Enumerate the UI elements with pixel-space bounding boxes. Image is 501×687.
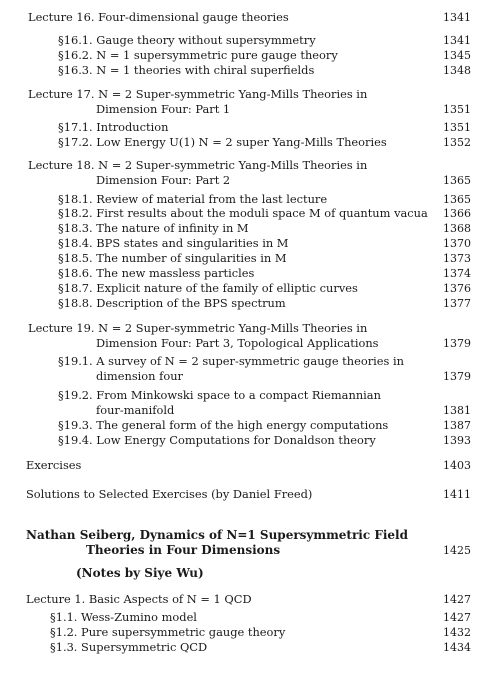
- section-entry: §19.3. The general form of the high energy computations: [58, 418, 389, 432]
- page-number: 1434: [443, 641, 471, 654]
- page-number: 1374: [443, 267, 471, 280]
- toc-row: [0, 206, 501, 221]
- section-entry: §16.1. Gauge theory without supersymmetry: [58, 33, 316, 47]
- toc-row: [0, 592, 501, 607]
- toc-row: [0, 354, 501, 369]
- top-entry: Solutions to Selected Exercises (by Daniel Freed): [26, 487, 313, 501]
- page-number: 1427: [443, 611, 471, 624]
- toc-row: [0, 625, 501, 640]
- page-number: 1393: [443, 434, 471, 447]
- toc-row: [0, 251, 501, 266]
- section-entry: §16.3. N = 1 theories with chiral superfields: [58, 63, 315, 77]
- toc-row: [0, 610, 501, 625]
- page-number: 1368: [443, 222, 471, 235]
- page-number: 1387: [443, 419, 471, 432]
- toc-row: [0, 566, 501, 581]
- section-entry: §18.2. First results about the moduli space M of quantum vacua: [58, 206, 428, 220]
- author-heading: Nathan Seiberg, Dynamics of N=1 Supersymmetric Field: [26, 528, 408, 542]
- page-number: 1370: [443, 237, 471, 250]
- section-entry: §18.7. Explicit nature of the family of elliptic curves: [58, 281, 358, 295]
- section-entry-cont: four-manifold: [96, 403, 175, 417]
- lecture-heading: Lecture 1. Basic Aspects of N = 1 QCD: [26, 592, 252, 606]
- page-number: 1348: [443, 64, 471, 77]
- section-entry: §17.2. Low Energy U(1) N = 2 super Yang-Mills Theories: [58, 135, 387, 149]
- toc-row: [0, 296, 501, 311]
- toc-row: [0, 102, 501, 117]
- lecture-heading: Lecture 16. Four-dimensional gauge theories: [28, 10, 289, 24]
- section-entry: §18.4. BPS states and singularities in M: [58, 236, 289, 250]
- page-number: 1381: [443, 404, 471, 417]
- section-entry: §19.4. Low Energy Computations for Donaldson theory: [58, 433, 376, 447]
- toc-row: [0, 640, 501, 655]
- page-number: 1366: [443, 207, 471, 220]
- page-number: 1365: [443, 174, 471, 187]
- section-entry: §19.1. A survey of N = 2 super-symmetric gauge theories in: [58, 354, 404, 368]
- page-number: 1377: [443, 297, 471, 310]
- page-number: 1379: [443, 370, 471, 383]
- section-entry: §19.2. From Minkowski space to a compact Riemannian: [58, 388, 381, 402]
- toc-row: [0, 487, 501, 502]
- toc-row: [0, 369, 501, 384]
- lecture-heading-cont: Dimension Four: Part 2: [96, 173, 231, 187]
- toc-row: [0, 281, 501, 296]
- lecture-heading: Lecture 19. N = 2 Super-symmetric Yang-Mills Theories in: [28, 321, 368, 335]
- section-entry: §17.1. Introduction: [58, 120, 169, 134]
- page-number: 1352: [443, 136, 471, 149]
- page-number: 1379: [443, 337, 471, 350]
- toc-row: [0, 266, 501, 281]
- page-number: 1341: [443, 11, 471, 24]
- toc-row: [0, 388, 501, 403]
- page-number: 1425: [443, 544, 471, 557]
- section-entry: §1.1. Wess-Zumino model: [50, 610, 197, 624]
- toc-row: [0, 433, 501, 448]
- page-number: 1365: [443, 193, 471, 206]
- section-entry: §18.6. The new massless particles: [58, 266, 255, 280]
- toc-row: [0, 63, 501, 78]
- author-heading-cont: Theories in Four Dimensions: [86, 543, 281, 557]
- section-entry: §18.3. The nature of infinity in M: [58, 221, 249, 235]
- lecture-heading-cont: Dimension Four: Part 3, Topological Applications: [96, 336, 379, 350]
- section-entry: §1.3. Supersymmetric QCD: [50, 640, 208, 654]
- toc-row: [0, 236, 501, 251]
- section-entry: §18.1. Review of material from the last lecture: [58, 192, 328, 206]
- notes-credit: (Notes by Siye Wu): [76, 566, 204, 580]
- toc-row: [0, 543, 501, 558]
- toc-row: [0, 221, 501, 236]
- page-number: 1376: [443, 282, 471, 295]
- toc-row: [0, 192, 501, 207]
- section-entry: §18.8. Description of the BPS spectrum: [58, 296, 286, 310]
- section-entry: §18.5. The number of singularities in M: [58, 251, 287, 265]
- section-entry: §1.2. Pure supersymmetric gauge theory: [50, 625, 286, 639]
- toc-row: [0, 158, 501, 173]
- toc-row: [0, 10, 501, 25]
- section-entry-cont: dimension four: [96, 369, 183, 383]
- toc-row: [0, 120, 501, 135]
- page-number: 1411: [443, 488, 471, 501]
- section-entry: §16.2. N = 1 supersymmetric pure gauge theory: [58, 48, 338, 62]
- toc-row: [0, 321, 501, 336]
- toc-row: [0, 403, 501, 418]
- page-number: 1351: [443, 121, 471, 134]
- toc-row: [0, 87, 501, 102]
- toc-row: [0, 48, 501, 63]
- toc-row: [0, 33, 501, 48]
- toc-row: [0, 336, 501, 351]
- lecture-heading: Lecture 18. N = 2 Super-symmetric Yang-Mills Theories in: [28, 158, 368, 172]
- page-number: 1341: [443, 34, 471, 47]
- page-number: 1351: [443, 103, 471, 116]
- page-number: 1427: [443, 593, 471, 606]
- top-entry: Exercises: [26, 458, 82, 472]
- toc-row: [0, 418, 501, 433]
- toc-row: [0, 173, 501, 188]
- page-number: 1403: [443, 459, 471, 472]
- toc-row: [0, 458, 501, 473]
- page-number: 1373: [443, 252, 471, 265]
- lecture-heading-cont: Dimension Four: Part 1: [96, 102, 231, 116]
- page-number: 1432: [443, 626, 471, 639]
- toc-row: [0, 135, 501, 150]
- lecture-heading: Lecture 17. N = 2 Super-symmetric Yang-Mills Theories in: [28, 87, 368, 101]
- toc-row: [0, 528, 501, 543]
- page-number: 1345: [443, 49, 471, 62]
